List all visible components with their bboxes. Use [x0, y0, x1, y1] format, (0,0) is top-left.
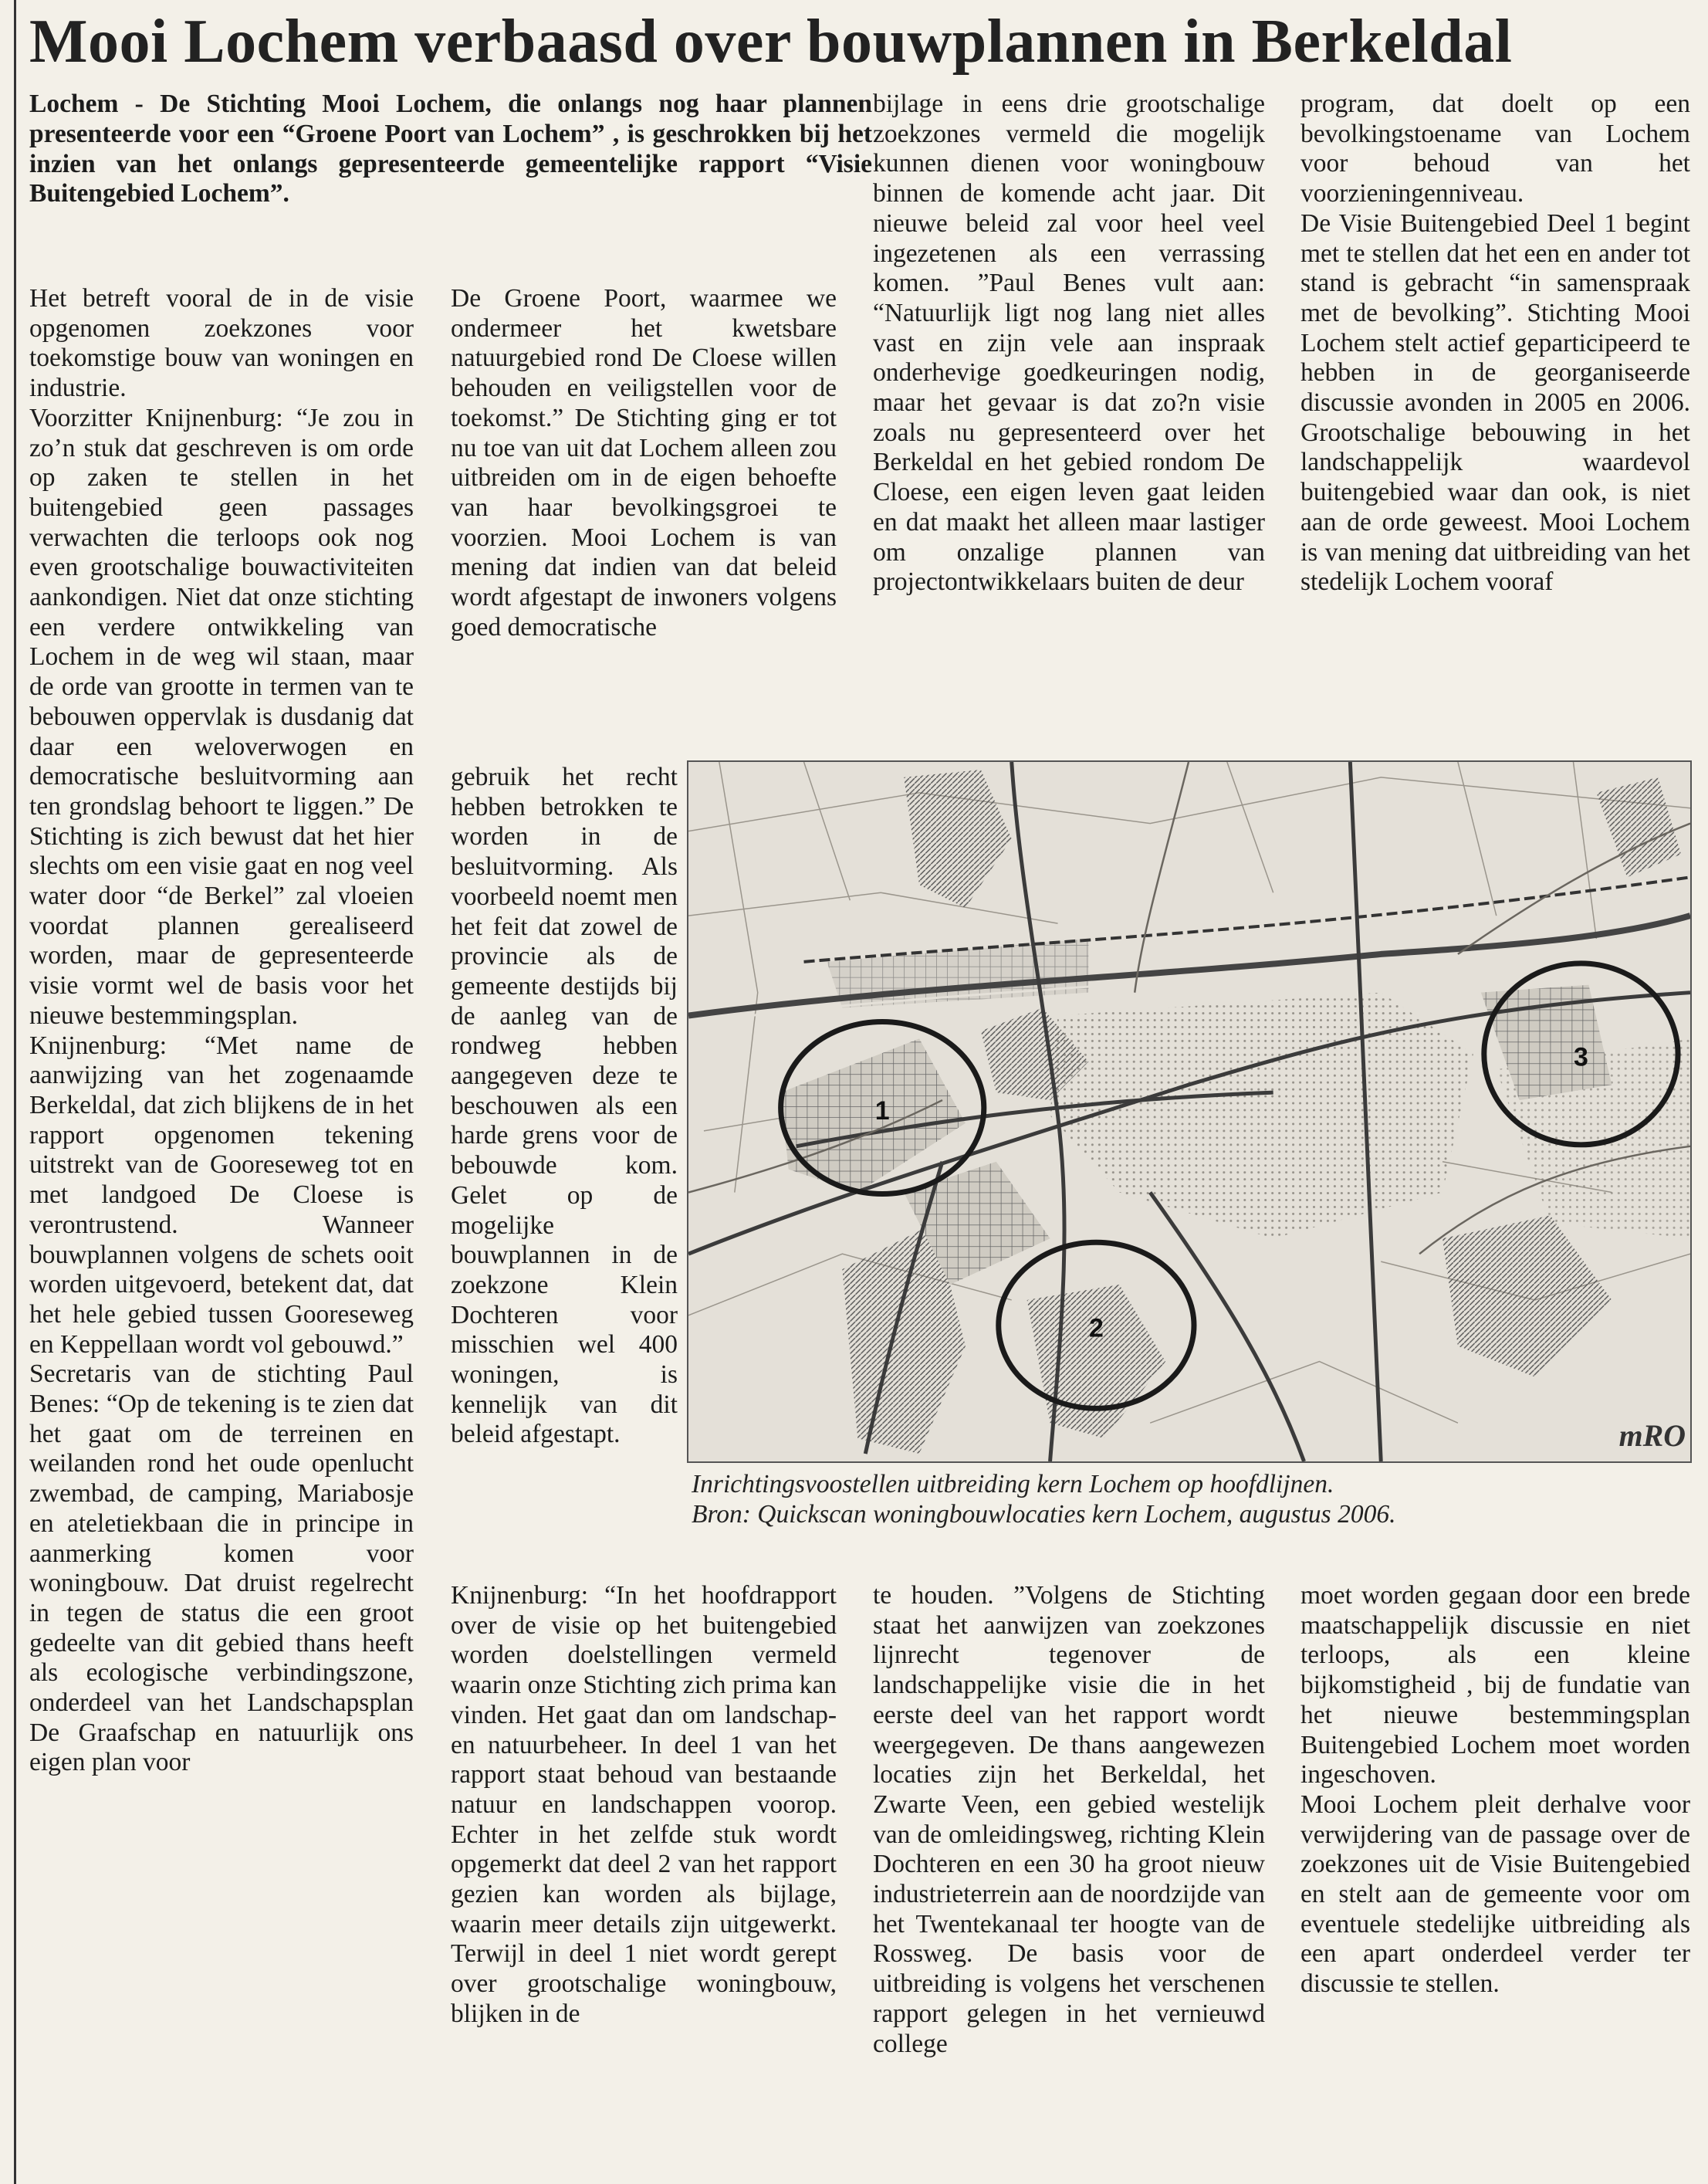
map-signature: mRO — [1618, 1418, 1686, 1454]
paragraph: Secretaris van de stichting Paul Benes: “Op de tekening is te zien dat het gaat om de terreinen en weilanden rond het oude openlucht zwembad, de camping, Mariabosje en ateletiekbaan die in principe in aanmerking komen voor woningbouw. Dat druist regelrecht in tegen de status die een groot gedeelte van dit gebied thans heeft als ecologische verbindingszone, onderdeel van het Landschapsplan De Graafschap en natuurlijk ons eigen plan voor — [29, 1359, 414, 1777]
paragraph: De Visie Buitengebied Deel 1 begint met te stellen dat het een en ander tot stand is gebracht “in samenspraak met de bevolking”. Stichting Mooi Lochem stelt actief geparticipeerd te hebben in de georganiseerde discussie avonden in 2005 en 2006. Grootschalige bebouwing in het landschappelijk waardevol buitengebied waar dan ook, is niet aan de orde geweest. Mooi Lochem is van mening dat uitbreiding van het stedelijk Lochem vooraf — [1300, 208, 1690, 597]
paragraph: Het betreft vooral de in de visie opgenomen zoekzones voor toekomstige bouw van woningen en industrie. — [29, 284, 414, 403]
lead-paragraph: Lochem - De Stichting Mooi Lochem, die onlangs nog haar plannen presenteerde voor een “Groene Poort van Lochem” , is geschrokken bij het inzien van het onlangs gepresenteerde gemeentelijke rapport “Visie Buitengebied Lochem”. — [29, 90, 872, 208]
paragraph: Knijnenburg: “Met name de aanwijzing van het zogenaamde Berkeldal, dat zich blijkens de in het rapport opgenomen tekening uitstrekt van de Gooreseweg tot en met landgoed De Cloese is verontrustend. Wanneer bouwplannen volgens de schets ooit worden uitgevoerd, betekent dat, dat het hele gebied tussen Gooreseweg en Keppellaan wordt vol gebouwd.” — [29, 1031, 414, 1359]
paragraph: Voorzitter Knijnenburg: “Je zou in zo’n stuk dat geschreven is om orde op zaken te stellen in het buitengebied geen passages verwachten die terloops ook nog even grootschalige bouwactiviteiten aankondigen. Niet dat onze stichting een verdere ontwikkeling van Lochem in de weg wil staan, maar de orde van grootte in termen van te bebouwen oppervlak is dusdanig dat daar een weloverwogen en democratische besluitvorming aan ten grondslag behoort te liggen.” De Stichting is zich bewust dat het hier slechts om een visie gaat en nog veel water door “de Berkel” zal vloeien voordat plannen gerealiseerd worden, maar de gepresenteerde visie vormt wel de basis voor het nieuwe bestemmingsplan. — [29, 403, 414, 1030]
map-caption — [692, 1470, 1695, 1529]
paragraph: program, dat doelt op een bevolkingstoename van Lochem voor behoud van het voorzieningenniveau. — [1300, 90, 1690, 208]
paragraph: Mooi Lochem pleit derhalve voor verwijdering van de passage over de zoekzones uit de Visie Buitengebied en stelt aan de gemeente voor om eventuele stedelijke uitbreiding als een apart onderdeel verder ter discussie te stellen. — [1300, 1790, 1690, 1999]
headline: Mooi Lochem verbaasd over bouwplannen in Berkeldal — [29, 8, 1513, 76]
paragraph: moet worden gegaan door een brede maatschappelijk discussie en niet terloops, als een kleine bijkomstigheid , bij de fundatie van het nieuwe bestemmingsplan Buitengebied Lochem moet worden ingeschoven. — [1300, 1581, 1690, 1790]
column-3-bottom — [873, 1581, 1265, 2177]
map-figure — [687, 760, 1692, 1463]
caption-source: Bron: Quickscan woningbouwlocaties kern Lochem, augustus 2006. — [692, 1499, 1396, 1529]
column-4-bottom — [1300, 1581, 1690, 2177]
zone-marker-1: 1 — [874, 1095, 890, 1126]
column-2-bottom — [451, 1581, 837, 2177]
zone-marker-3: 3 — [1574, 1042, 1588, 1072]
map-drawing — [688, 762, 1690, 1461]
paragraph: De Groene Poort, waarmee we ondermeer het kwetsbare natuurgebied rond De Cloese willen behouden en veiligstellen voor de toekomst.” De Stichting ging er tot nu toe van uit dat Lochem alleen zou uitbreiden om in de eigen behoefte van haar bevolkingsgroei te voorzien. Mooi Lochem is van mening dat indien van dat beleid wordt afgestapt de inwoners volgens goed democratische — [451, 284, 837, 642]
paragraph: bijlage in eens drie grootschalige zoekzones vermeld die mogelijk kunnen dienen voor woningbouw binnen de komende acht jaar. Dit nieuwe beleid zal voor heel veel ingezetenen als een verrassing komen. ”Paul Benes vult aan: “Natuurlijk ligt nog lang niet alles vast en zijn vele aan inspraak onderhevige goedkeuringen nodig, maar het gevaar is dat zo?n visie zoals nu gepresenteerd over het Berkeldal en het gebied rondom De Cloese, een eigen leven gaat leiden en dat maakt het alleen maar lastiger om onzalige plannen van projectontwikkelaars buiten de deur — [873, 90, 1265, 597]
zone-marker-2: 2 — [1088, 1313, 1104, 1343]
caption-line: Inrichtingsvoostellen uitbreiding kern Lochem op hoofdlijnen. — [692, 1470, 1334, 1498]
column-2-top — [451, 284, 837, 763]
column-3-top — [873, 90, 1265, 738]
column-rule — [14, 0, 16, 2184]
column-1 — [29, 284, 414, 2177]
column-2-beside-map — [451, 763, 678, 1581]
paragraph: te houden. ”Volgens de Stichting staat het aanwijzen van zoekzones lijnrecht tegenover de landschappelijke visie die in het eerste deel van het rapport wordt weergegeven. De thans aangewezen locaties zijn het Berkeldal, het Zwarte Veen, een gebied westelijk van de omleidingsweg, richting Klein Dochteren en een 30 ha groot nieuw industrieterrein aan de noordzijde van het Twentekanaal ter hoogte van de Rossweg. De basis voor de uitbreiding is volgens het verschenen rapport gelegen in het vernieuwd college — [873, 1581, 1265, 2058]
column-4-top — [1300, 90, 1690, 738]
paragraph: Knijnenburg: “In het hoofdrapport over de visie op het buitengebied worden doelstellingen vermeld waarin onze Stichting zich prima kan vinden. Het gaat dan om landschap- en natuurbeheer. In deel 1 van het rapport staat behoud van bestaande natuur en landschappen voorop. Echter in het zelfde stuk wordt opgemerkt dat deel 2 van het rapport gezien kan worden als bijlage, waarin meer details zijn uitgewerkt. Terwijl in deel 1 niet wordt gerept over grootschalige woningbouw, blijken in de — [451, 1581, 837, 2028]
paragraph: gebruik het recht hebben betrokken te worden in de besluitvorming. Als voorbeeld noemt men het feit dat zowel de provincie als de gemeente destijds bij de aanleg van de rondweg hebben aangegeven deze te beschouwen als een harde grens voor de bebouwde kom. Gelet op de mogelijke bouwplannen in de zoekzone Klein Dochteren voor misschien wel 400 woningen, is kennelijk van dit beleid afgestapt. — [451, 763, 678, 1449]
